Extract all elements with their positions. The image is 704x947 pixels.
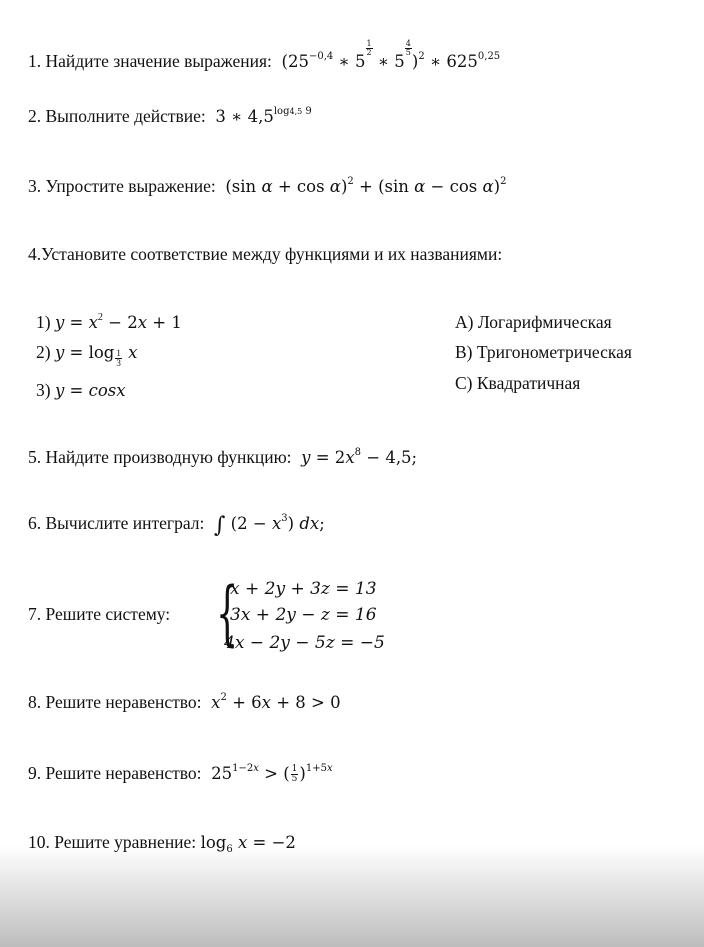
problem-2 <box>28 108 312 126</box>
problem-1-expression: ($25^{-0,4}$ ∗ 5 $\frac{1}{2}$ ∗ 5 $\frac{4}{5}$ )$^2$ ∗ 625$^{0,25}$ <box>276 39 501 71</box>
problem-10-label: 10. Решите уравнение: <box>28 832 197 852</box>
problem-10-expression: $\log_6 x = -2$ <box>200 833 296 855</box>
problem-10 <box>28 832 296 855</box>
system-brace: { <box>216 572 239 654</box>
problem-9-label: 9. Решите неравенство: <box>28 763 202 783</box>
problem-2-label: 2. Выполните действие: <box>28 106 206 126</box>
system-eq-1: x + 2y + 3z = 13 <box>230 579 377 599</box>
problem-9-expression: $25^{1-2x}$ > ( $\frac{1}{5}$ )$^{1+5x}$ <box>205 763 333 784</box>
problem-5 <box>28 449 417 467</box>
problem-1 <box>28 40 500 71</box>
problem-8 <box>28 694 341 712</box>
name-b: В) Тригонометрическая <box>455 342 632 362</box>
name-c: С) Квадратичная <box>455 373 581 393</box>
problem-7-label: 7. Решите систему: <box>28 604 171 624</box>
problem-6 <box>28 515 325 537</box>
problem-2-expression: 3 ∗ $4,5^{log4,5 9}$ <box>210 106 312 126</box>
function-2: 2) y = log $\frac{1}{3}$ x <box>36 342 138 368</box>
name-a: А) Логарифмическая <box>455 312 612 332</box>
problem-6-label: 6. Вычислите интеграл: <box>28 513 205 533</box>
problem-5-expression: $y = 2x^8 - 4,5$; <box>301 447 418 467</box>
system-eq-2: 3x + 2y − z = 16 <box>230 605 377 625</box>
problem-1-label: 1. Найдите значение выражения: <box>28 51 272 71</box>
system-eq-3: 4x − 2y − 5z = −5 <box>224 633 385 653</box>
problem-7 <box>28 606 170 624</box>
problem-4 <box>28 246 502 264</box>
problem-8-expression: $x^2 + 6x + 8 > 0$ <box>211 692 341 712</box>
problem-8-label: 8. Решите неравенство: <box>28 692 202 712</box>
problem-3-expression: (sin α + cos α)$^2$ + (sin α − cos α)$^2$ <box>220 176 507 196</box>
problem-4-label: 4.Установите соответствие между функциями и их названиями: <box>28 244 503 264</box>
problem-5-label: 5. Найдите производную функцию: <box>28 447 292 467</box>
function-3: 3) y = cosx <box>36 380 126 400</box>
problem-3-label: 3. Упростите выражение: <box>28 176 216 196</box>
problem-3 <box>28 178 506 196</box>
problem-6-expression: ∫ $(2 - x^3)$ dx; <box>213 513 325 538</box>
problem-9 <box>28 765 333 784</box>
function-1: 1) $y = x^2 - 2x + 1$ <box>36 312 182 332</box>
